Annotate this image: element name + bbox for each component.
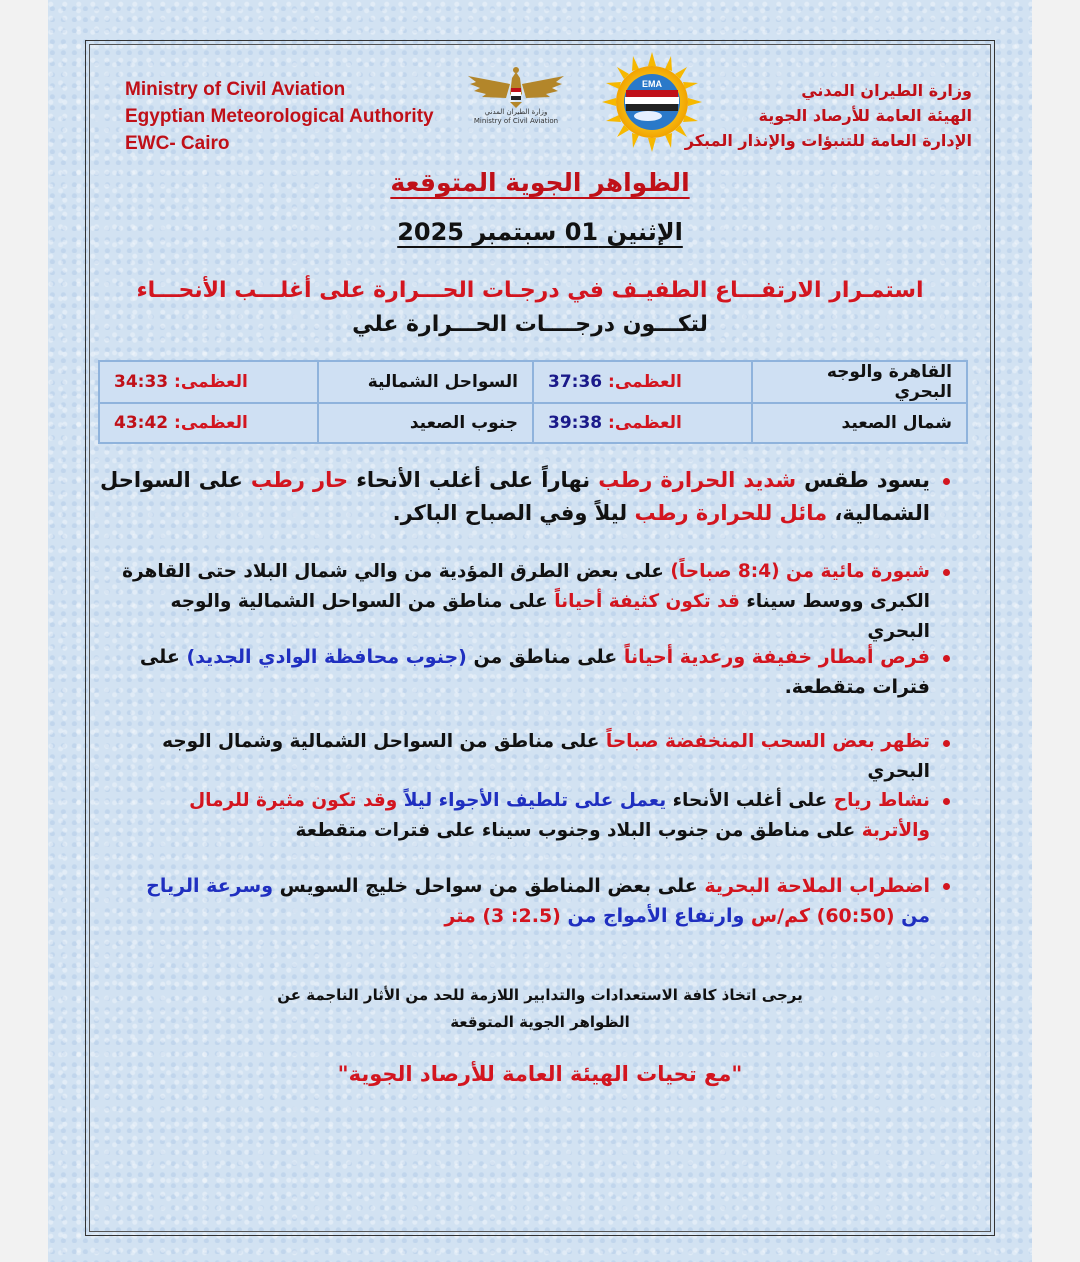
bullet-dot bbox=[943, 569, 950, 576]
region-south-upper-egypt: جنوب الصعيد bbox=[318, 403, 533, 443]
closing-note bbox=[200, 982, 880, 1036]
bullet-rain: فرص أمطار خفيفة ورعدية أحياناً على مناطق من (جنوب محافظة الوادي الجديد) على فترات متقطعة. bbox=[139, 646, 930, 698]
aviation-eagle-logo bbox=[466, 64, 566, 132]
header-ar-department: الإدارة العامة للتنبؤات والإنذار المبكر bbox=[684, 131, 972, 150]
bullet-fog: شبورة مائية من (8:4 صباحاً) على بعض الطرق المؤدية من والي شمال البلاد حتى القاهرة الكبرى ووسط سيناء قد تكون كثيفة أحياناً على مناطق من السواحل الشمالية والوجه البحري bbox=[122, 561, 930, 642]
header-ar-authority: الهيئة العامة للأرصاد الجوية bbox=[758, 106, 972, 125]
closing-greeting: "مع تحيات الهيئة العامة للأرصاد الجوية" bbox=[337, 1062, 743, 1086]
region-north-coast: السواحل الشمالية bbox=[318, 361, 533, 403]
bullet-dot bbox=[943, 798, 950, 805]
table-row bbox=[99, 403, 967, 443]
region-cairo-delta: القاهرة والوجه البحري bbox=[752, 361, 967, 403]
subtitle-temperatures-intro: لتكـــون درجــــات الحـــرارة علي bbox=[352, 312, 708, 337]
header-ar-ministry: وزارة الطيران المدني bbox=[801, 81, 972, 100]
bullet-dot bbox=[943, 740, 950, 747]
header-en-center: EWC- Cairo bbox=[125, 133, 230, 154]
closing-line-2: الظواهر الجوية المتوقعة bbox=[450, 1013, 630, 1031]
subtitle-temperature-trend: استمـرار الارتفـــاع الطفيـف في درجـات الحـــرارة على أغلـــب الأنحـــاء bbox=[136, 278, 924, 303]
header-en-ministry: Ministry of Civil Aviation bbox=[125, 79, 346, 100]
forecast-date: الإثنين 01 سبتمبر 2025 bbox=[397, 218, 683, 246]
table-row bbox=[99, 361, 967, 403]
max-temp-cairo-delta: العظمى: 37:36 bbox=[533, 361, 752, 403]
page-title: الظواهر الجوية المتوقعة bbox=[390, 168, 690, 197]
header-en-authority: Egyptian Meteorological Authority bbox=[125, 106, 434, 127]
ema-sun-logo bbox=[602, 52, 702, 152]
header-english bbox=[125, 76, 434, 157]
bullet-dot bbox=[943, 478, 950, 485]
temperature-table bbox=[98, 360, 968, 444]
bullet-dot bbox=[943, 883, 950, 890]
max-temp-north-coast: العظمى: 34:33 bbox=[99, 361, 318, 403]
aviation-logo-caption: وزارة الطيران المدني Ministry of Civil Aviation bbox=[473, 108, 559, 125]
bullet-dot bbox=[943, 655, 950, 662]
ema-logo-text: EMA bbox=[642, 79, 662, 89]
bullet-general-weather: يسود طقس شديد الحرارة رطب نهاراً على أغلب الأنحاء حار رطب على السواحل الشمالية، مائل للحرارة رطب ليلاً وفي الصباح الباكر. bbox=[100, 468, 930, 525]
bullet-marine: اضطراب الملاحة البحرية على بعض المناطق من سواحل خليج السويس وسرعة الرياح من (60:50) كم/س وارتفاع الأمواج من (2.5: 3) متر bbox=[146, 875, 930, 927]
bullet-winds: نشاط رياح على أغلب الأنحاء يعمل على تلطيف الأجواء ليلاً وقد تكون مثيرة للرمال والأتربة على مناطق من جنوب البلاد وجنوب سيناء على فترات متقطعة bbox=[189, 790, 930, 841]
max-temp-south-upper-egypt: العظمى: 43:42 bbox=[99, 403, 318, 443]
closing-line-1: يرجى اتخاذ كافة الاستعدادات والتدابير اللازمة للحد من الأثار الناجمة عن bbox=[277, 986, 803, 1004]
region-north-upper-egypt: شمال الصعيد bbox=[752, 403, 967, 443]
bullet-low-clouds: تظهر بعض السحب المنخفضة صباحاً على مناطق من السواحل الشمالية وشمال الوجه البحري bbox=[162, 731, 930, 782]
max-temp-north-upper-egypt: العظمى: 39:38 bbox=[533, 403, 752, 443]
